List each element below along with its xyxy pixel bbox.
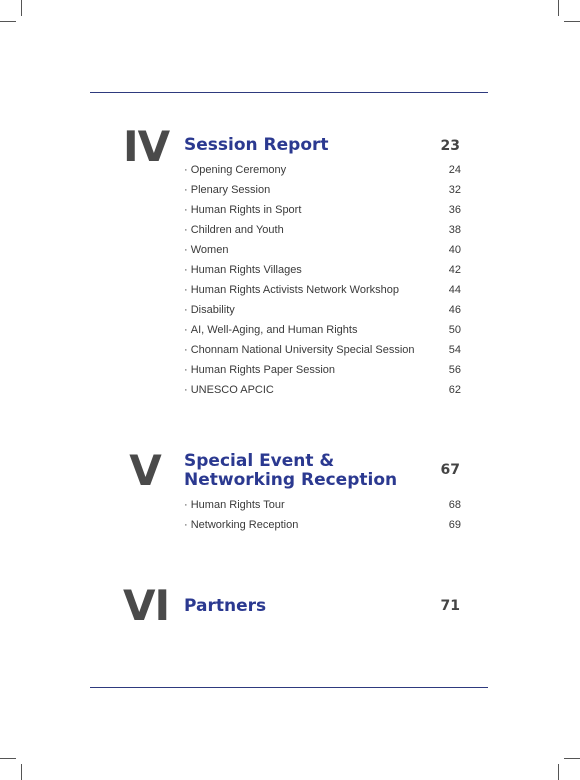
section-title-line: Special Event & xyxy=(184,451,335,471)
section-title[interactable] xyxy=(184,452,397,490)
toc-item-page: 40 xyxy=(448,244,461,256)
toc-item[interactable] xyxy=(184,300,461,320)
toc-item-title: · Human Rights Tour xyxy=(184,499,285,511)
toc-item[interactable] xyxy=(184,280,461,300)
section-title[interactable] xyxy=(184,597,266,616)
section-numeral: IV xyxy=(123,122,170,171)
toc-item-page: 50 xyxy=(448,324,461,336)
toc-item[interactable] xyxy=(184,515,461,535)
toc-item-page: 46 xyxy=(448,304,461,316)
toc-item-page: 56 xyxy=(448,364,461,376)
toc-item-title: · Networking Reception xyxy=(184,519,298,531)
section-numeral: V xyxy=(129,446,161,495)
section-title-line: Partners xyxy=(184,596,267,616)
crop-mark-bottom-right-h xyxy=(564,758,580,759)
toc-item[interactable] xyxy=(184,260,461,280)
crop-mark-top-left-v xyxy=(21,0,22,16)
section-title-line: Networking Reception xyxy=(184,470,398,490)
section-numeral: VI xyxy=(123,581,170,630)
toc-item-page: 42 xyxy=(448,264,461,276)
bottom-rule xyxy=(90,687,488,688)
toc-item-page: 69 xyxy=(448,519,461,531)
toc-item[interactable] xyxy=(184,180,461,200)
toc-item-page: 32 xyxy=(448,184,461,196)
toc-item-page: 62 xyxy=(448,384,461,396)
crop-mark-bottom-right-v xyxy=(558,764,559,780)
toc-item-page: 24 xyxy=(448,164,461,176)
toc-item[interactable] xyxy=(184,380,461,400)
toc-item-title: · Human Rights Paper Session xyxy=(184,364,335,376)
crop-mark-top-left-h xyxy=(0,21,16,22)
crop-mark-bottom-left-v xyxy=(21,764,22,780)
section-page-number: 67 xyxy=(440,462,460,478)
toc-item[interactable] xyxy=(184,220,461,240)
toc-item-title: · Plenary Session xyxy=(184,184,270,196)
section-item-list xyxy=(184,495,461,535)
toc-item-title: · Opening Ceremony xyxy=(184,164,286,176)
toc-item-title: · Human Rights in Sport xyxy=(184,204,301,216)
toc-item-title: · Human Rights Villages xyxy=(184,264,302,276)
toc-item-title: · Women xyxy=(184,244,228,256)
section-title-line: Session Report xyxy=(184,135,329,155)
toc-item[interactable] xyxy=(184,240,461,260)
toc-item[interactable] xyxy=(184,200,461,220)
toc-item[interactable] xyxy=(184,320,461,340)
toc-item-page: 68 xyxy=(448,499,461,511)
toc-item[interactable] xyxy=(184,495,461,515)
toc-item[interactable] xyxy=(184,340,461,360)
toc-item-title: · Children and Youth xyxy=(184,224,284,236)
crop-mark-top-right-h xyxy=(564,21,580,22)
toc-item-title: · Chonnam National University Special Session xyxy=(184,344,415,356)
crop-mark-bottom-left-h xyxy=(0,758,16,759)
toc-item-page: 54 xyxy=(448,344,461,356)
section-title[interactable] xyxy=(184,136,329,155)
toc-item-page: 36 xyxy=(448,204,461,216)
toc-item-page: 44 xyxy=(448,284,461,296)
toc-item-title: · AI, Well-Aging, and Human Rights xyxy=(184,324,357,336)
top-rule xyxy=(90,92,488,93)
toc-item[interactable] xyxy=(184,360,461,380)
toc-item-title: · Disability xyxy=(184,304,235,316)
section-item-list xyxy=(184,160,461,400)
toc-item-title: · Human Rights Activists Network Workshop xyxy=(184,284,399,296)
crop-mark-top-right-v xyxy=(558,0,559,16)
toc-item-page: 38 xyxy=(448,224,461,236)
toc-item[interactable] xyxy=(184,160,461,180)
section-page-number: 71 xyxy=(440,598,460,614)
section-page-number: 23 xyxy=(440,138,460,154)
toc-item-title: · UNESCO APCIC xyxy=(184,384,274,396)
